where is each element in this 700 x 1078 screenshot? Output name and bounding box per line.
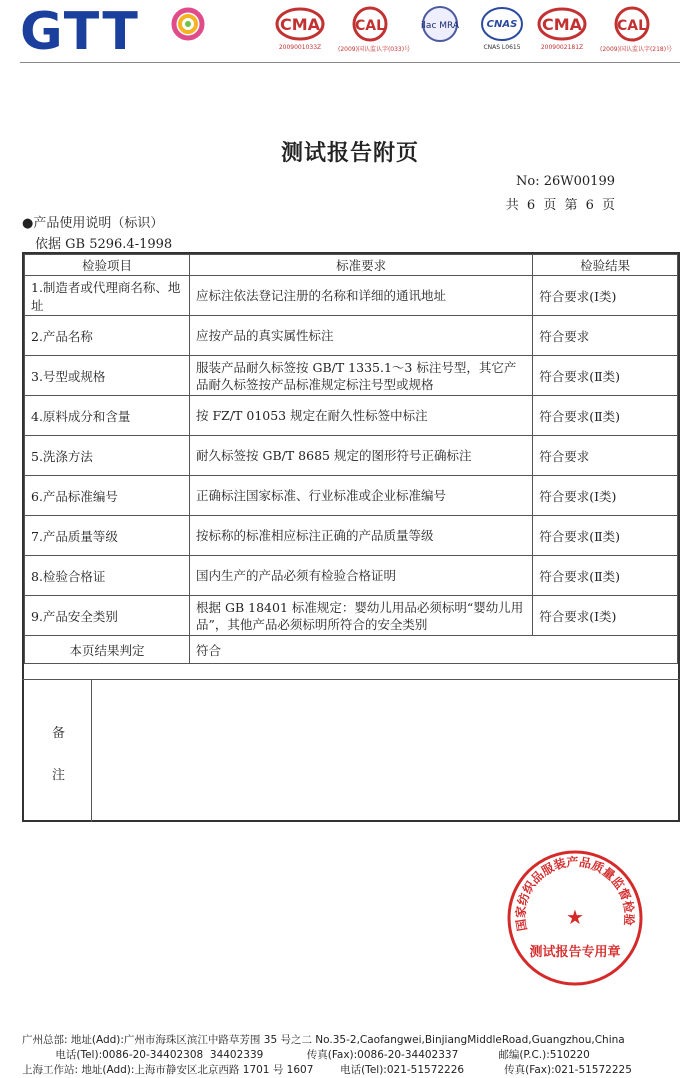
svg-text:CAL: CAL (616, 18, 648, 34)
item-cell: 3.号型或规格 (25, 356, 190, 396)
cal-icon (612, 6, 652, 42)
ilac-mra-certificate (408, 6, 472, 56)
requirement-cell: 按 FZ/T 01053 规定在耐久性标签中标注 (190, 396, 533, 436)
column-header-item: 检验项目 (25, 255, 190, 276)
svg-text:国家纺织品服装产品质量监督检验中心(广州): 国家纺织品服装产品质量监督检验 (513, 854, 637, 932)
result-cell: 符合要求(Ⅱ类) (533, 516, 678, 556)
report-number: No: 26W00199 (516, 174, 615, 189)
ilac-mra-icon (418, 5, 462, 43)
cma-certificate-1 (268, 6, 332, 56)
table-row (25, 276, 678, 316)
item-cell: 8.检验合格证 (25, 556, 190, 596)
result-cell: 符合要求(Ⅱ类) (533, 396, 678, 436)
result-cell: 符合要求 (533, 436, 678, 476)
svg-text:CMA: CMA (279, 15, 321, 34)
column-header-result: 检验结果 (533, 255, 678, 276)
cert-number: (2009)国认监认字(218)号 (600, 46, 673, 53)
cnas-icon (480, 6, 524, 42)
cal-certificate-2 (600, 6, 673, 56)
cal-icon (350, 6, 390, 42)
conclusion-value: 符合 (190, 636, 678, 664)
svg-text:CNAS: CNAS (486, 19, 518, 30)
result-cell: 符合要求(Ⅱ类) (533, 556, 678, 596)
item-cell: 2.产品名称 (25, 316, 190, 356)
item-cell: 5.洗涤方法 (25, 436, 190, 476)
table-row (25, 436, 678, 476)
svg-text:CMA: CMA (541, 15, 583, 34)
cert-number: (2009)国认监认字(033)号 (338, 46, 411, 53)
remarks-label-char: 注 (52, 768, 66, 783)
cma-icon (537, 7, 587, 41)
table-row (25, 356, 678, 396)
cma-icon (275, 7, 325, 41)
result-cell: 符合要求 (533, 316, 678, 356)
item-cell: 7.产品质量等级 (25, 516, 190, 556)
result-cell: 符合要求(Ⅰ类) (533, 476, 678, 516)
table-header-row (25, 255, 678, 276)
svg-text:测试报告专用章: 测试报告专用章 (529, 945, 621, 960)
logo-swirl-icon (170, 6, 206, 42)
requirement-cell: 应标注依法登记注册的名称和详细的通讯地址 (190, 276, 533, 316)
header-divider (20, 62, 680, 63)
table-row (25, 596, 678, 636)
item-cell: 4.原料成分和含量 (25, 396, 190, 436)
result-cell: 符合要求(Ⅰ类) (533, 276, 678, 316)
requirement-cell: 服装产品耐久标签按 GB/T 1335.1～3 标注号型，其它产品耐久标签按产品标准规定标注号型或规格 (190, 356, 533, 396)
svg-text:ilac MRA: ilac MRA (420, 21, 460, 31)
cert-number: 2009002181Z (540, 44, 584, 51)
inspection-table (22, 252, 680, 822)
requirement-cell: 按标称的标准相应标注正确的产品质量等级 (190, 516, 533, 556)
seal-stamp-icon (505, 848, 645, 988)
page-count: 共 6 页 第 6 页 (505, 198, 615, 213)
table-row (25, 476, 678, 516)
footer-shanghai-station: 上海工作站: 地址(Add):上海市静安区北京西路 1701 号 1607 电话(Tel):021-51572226 传真(Fax):021-51572225 (22, 1064, 632, 1076)
remarks-label-cell (22, 680, 92, 822)
cert-number: CNAS L0615 (483, 44, 521, 51)
column-header-requirement: 标准要求 (190, 255, 533, 276)
cal-certificate-1 (338, 6, 411, 56)
cert-number: 2009001033Z (278, 44, 322, 51)
requirement-cell: 国内生产的产品必须有检验合格证明 (190, 556, 533, 596)
svg-text:CAL: CAL (354, 18, 386, 34)
requirement-cell: 根据 GB 18401 标准规定：婴幼儿用品必须标明“婴幼儿用品”，其他产品必须标明所符合的安全类别 (190, 596, 533, 636)
official-seal (505, 848, 645, 988)
gtt-logo (20, 4, 220, 60)
table-row (25, 556, 678, 596)
cma-certificate-2 (530, 6, 594, 56)
result-cell: 符合要求(Ⅱ类) (533, 356, 678, 396)
footer-hq-contact: 电话(Tel):0086-20-34402308 34402339 传真(Fax):0086-20-34402337 邮编(P.C.):510220 (22, 1049, 590, 1061)
standard-basis: 依据 GB 5296.4-1998 (35, 237, 173, 252)
conclusion-label: 本页结果判定 (25, 636, 190, 664)
result-cell: 符合要求(Ⅰ类) (533, 596, 678, 636)
section-title: ●产品使用说明（标识） (22, 216, 164, 231)
requirement-cell: 耐久标签按 GB/T 8685 规定的图形符号正确标注 (190, 436, 533, 476)
logo-text: GTT (20, 2, 140, 62)
item-cell: 6.产品标准编号 (25, 476, 190, 516)
cnas-certificate (470, 6, 534, 56)
table-row (25, 316, 678, 356)
footer-hq-address: 广州总部: 地址(Add):广州市海珠区滨江中路草芳围 35 号之二 No.35-2,Caofangwei,BinjiangMiddleRoad,Guangzhou,China (22, 1034, 625, 1046)
item-cell: 9.产品安全类别 (25, 596, 190, 636)
item-cell: 1.制造者或代理商名称、地址 (25, 276, 190, 316)
svg-text:★: ★ (566, 905, 584, 929)
requirement-cell: 正确标注国家标准、行业标准或企业标准编号 (190, 476, 533, 516)
page-title: 测试报告附页 (280, 140, 419, 166)
remarks-divider (22, 679, 680, 680)
table-row (25, 396, 678, 436)
conclusion-row (25, 636, 678, 664)
requirement-cell: 应按产品的真实属性标注 (190, 316, 533, 356)
remarks-label-char: 备 (52, 726, 66, 741)
table-row (25, 516, 678, 556)
